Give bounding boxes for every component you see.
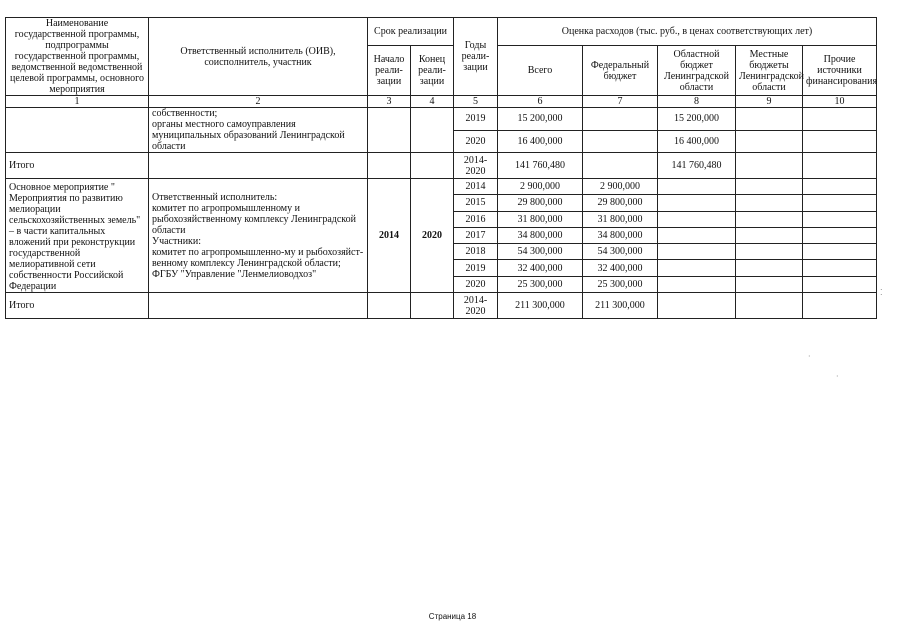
year-cell: 2020	[454, 130, 498, 153]
local-cell	[736, 179, 803, 195]
total-cell: 15 200,000	[498, 108, 583, 131]
scan-speck: ·	[836, 372, 839, 381]
col-number: 4	[411, 96, 454, 108]
local-cell	[736, 293, 803, 319]
local-cell	[736, 260, 803, 276]
regional-cell	[658, 195, 736, 211]
measure-end: 2020	[411, 179, 454, 293]
total-cell: 211 300,000	[498, 293, 583, 319]
federal-cell	[583, 153, 658, 179]
total-label: Итого	[6, 153, 149, 179]
total-cell: 2 900,000	[498, 179, 583, 195]
federal-cell	[583, 130, 658, 153]
col-number: 2	[149, 96, 368, 108]
regional-cell	[658, 179, 736, 195]
col-number: 6	[498, 96, 583, 108]
empty-cell	[368, 293, 411, 319]
measure-name: Основное мероприятие " Мероприятия по развитию мелиорации сельскохозяйственных земель" – в части капитальных вложений при реконструкции государственной мелиоративной сети собственности Российской Федерации	[6, 179, 149, 293]
regional-cell	[658, 244, 736, 260]
year-cell: 2014	[454, 179, 498, 195]
other-cell	[803, 260, 877, 276]
local-cell	[736, 108, 803, 131]
scan-speck: ⁚	[880, 288, 883, 297]
regional-cell	[658, 276, 736, 292]
col-number: 10	[803, 96, 877, 108]
header-federal: Федеральный бюджет	[583, 46, 658, 96]
total-cell: 141 760,480	[498, 153, 583, 179]
empty-cell	[411, 293, 454, 319]
local-cell	[736, 195, 803, 211]
total-row	[6, 293, 877, 319]
other-cell	[803, 108, 877, 131]
year-cell: 2014-2020	[454, 293, 498, 319]
federal-cell: 211 300,000	[583, 293, 658, 319]
year-cell: 2014-2020	[454, 153, 498, 179]
year-cell: 2017	[454, 227, 498, 243]
header-total: Всего	[498, 46, 583, 96]
other-cell	[803, 293, 877, 319]
header-estimate: Оценка расходов (тыс. руб., в ценах соответствующих лет)	[498, 18, 877, 46]
total-cell: 54 300,000	[498, 244, 583, 260]
empty-cell	[411, 153, 454, 179]
regional-cell: 141 760,480	[658, 153, 736, 179]
block1-name-cell	[6, 108, 149, 153]
col-number: 9	[736, 96, 803, 108]
header-start: Начало реали-зации	[368, 46, 411, 96]
year-cell: 2016	[454, 211, 498, 227]
total-cell: 25 300,000	[498, 276, 583, 292]
scan-speck: ·	[808, 352, 811, 361]
total-label: Итого	[6, 293, 149, 319]
federal-cell: 29 800,000	[583, 195, 658, 211]
table-row	[6, 179, 877, 195]
other-cell	[803, 211, 877, 227]
header-period: Срок реализации	[368, 18, 454, 46]
block1-start	[368, 108, 411, 153]
total-row	[6, 153, 877, 179]
local-cell	[736, 276, 803, 292]
regional-cell	[658, 293, 736, 319]
federal-cell: 2 900,000	[583, 179, 658, 195]
local-cell	[736, 130, 803, 153]
regional-cell	[658, 227, 736, 243]
empty-cell	[149, 153, 368, 179]
col-number: 7	[583, 96, 658, 108]
federal-cell: 54 300,000	[583, 244, 658, 260]
header-executor: Ответственный исполнитель (ОИВ), соисполнитель, участник	[149, 18, 368, 96]
regional-cell	[658, 211, 736, 227]
regional-cell: 16 400,000	[658, 130, 736, 153]
federal-cell: 25 300,000	[583, 276, 658, 292]
year-cell: 2020	[454, 276, 498, 292]
empty-cell	[149, 293, 368, 319]
total-cell: 32 400,000	[498, 260, 583, 276]
other-cell	[803, 244, 877, 260]
measure-start: 2014	[368, 179, 411, 293]
col-number: 1	[6, 96, 149, 108]
other-cell	[803, 153, 877, 179]
year-cell: 2018	[454, 244, 498, 260]
header-name: Наименование государственной программы, подпрограммы государственной программы, ведомственной ведомственной целевой программы, основного мероприятия	[6, 18, 149, 96]
total-cell: 31 800,000	[498, 211, 583, 227]
year-cell: 2015	[454, 195, 498, 211]
local-cell	[736, 153, 803, 179]
year-cell: 2019	[454, 108, 498, 131]
federal-cell	[583, 108, 658, 131]
column-number-row	[6, 96, 877, 108]
federal-cell: 34 800,000	[583, 227, 658, 243]
col-number: 8	[658, 96, 736, 108]
empty-cell	[368, 153, 411, 179]
page-number: Страница 18	[428, 612, 477, 621]
other-cell	[803, 195, 877, 211]
other-cell	[803, 179, 877, 195]
block1-end	[411, 108, 454, 153]
header-end: Конец реали-зации	[411, 46, 454, 96]
federal-cell: 31 800,000	[583, 211, 658, 227]
regional-cell	[658, 260, 736, 276]
col-number: 5	[454, 96, 498, 108]
local-cell	[736, 211, 803, 227]
total-cell: 34 800,000	[498, 227, 583, 243]
local-cell	[736, 227, 803, 243]
total-cell: 16 400,000	[498, 130, 583, 153]
total-cell: 29 800,000	[498, 195, 583, 211]
block1-executor: собственности; органы местного самоуправления муниципальных образований Ленинградской области	[149, 108, 368, 153]
year-cell: 2019	[454, 260, 498, 276]
local-cell	[736, 244, 803, 260]
measure-executor: Ответственный исполнитель: комитет по агропромышленному и рыбохозяйственному комплексу Ленинградской области Участники: комитет по агропромышленно-му и рыбохозяйст-венному комплексу Ленинградской области; ФГБУ "Управление "Ленмелиоводхоз"	[149, 179, 368, 293]
other-cell	[803, 130, 877, 153]
other-cell	[803, 276, 877, 292]
header-other: Прочие источники финансирования	[803, 46, 877, 96]
budget-table	[5, 17, 877, 319]
regional-cell: 15 200,000	[658, 108, 736, 131]
header-local: Местные бюджеты Ленинградской области	[736, 46, 803, 96]
table-row	[6, 108, 877, 131]
other-cell	[803, 227, 877, 243]
header-regional: Областной бюджет Ленинградской области	[658, 46, 736, 96]
header-years: Годы реали-зации	[454, 18, 498, 96]
col-number: 3	[368, 96, 411, 108]
federal-cell: 32 400,000	[583, 260, 658, 276]
